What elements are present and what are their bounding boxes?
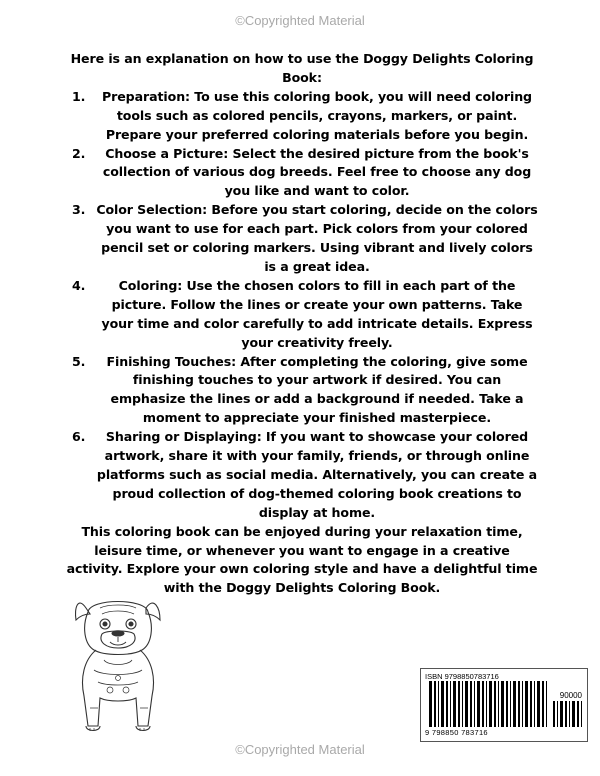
- barcode-bar: [577, 701, 579, 727]
- barcode-bar: [453, 681, 456, 727]
- barcode-bar: [581, 701, 582, 727]
- step-text: Finishing Touches: After completing the coloring, give some finishing touches to your artwork if desired. You can emphasize the lines or add a background if needed. Take a moment to appreciate your finished masterpiece.: [106, 353, 528, 426]
- list-item: [66, 88, 538, 145]
- barcode-bar: [534, 681, 535, 727]
- barcode-bar: [498, 681, 499, 727]
- barcode-bar: [553, 701, 555, 727]
- barcode-bar: [494, 681, 496, 727]
- step-number: 3.: [72, 202, 86, 218]
- barcode-bar: [513, 681, 516, 727]
- dog-illustration: [68, 586, 172, 738]
- list-item: [66, 277, 538, 353]
- barcode-bar: [530, 681, 532, 727]
- barcode-bar: [537, 681, 540, 727]
- barcode-bar: [518, 681, 520, 727]
- list-item: [66, 201, 538, 277]
- barcode-bar: [560, 701, 563, 727]
- barcode-bar: [470, 681, 472, 727]
- closing-paragraph: This coloring book can be enjoyed during your relaxation time, leisure time, or whenever you want to engage in a creative activity. Explore your own coloring style and have a delightful time with the Doggy Delights Coloring Book.: [66, 523, 538, 596]
- list-item: [66, 145, 538, 202]
- isbn-label: ISBN 9798850783716: [425, 672, 499, 681]
- step-number: 2.: [72, 145, 86, 161]
- barcode-digits: 9 798850 783716: [425, 728, 488, 737]
- barcode-bar: [489, 681, 492, 727]
- barcode-bar: [482, 681, 484, 727]
- copyright-watermark-top: ©Copyrighted Material: [235, 13, 365, 28]
- step-number: 1.: [72, 88, 86, 104]
- barcode-bar: [462, 681, 463, 727]
- barcode-bar: [522, 681, 523, 727]
- step-text: Sharing or Displaying: If you want to showcase your colored artwork, share it with your family, friends, or through online platforms such as social media. Alternatively, you can create a proud collection of dog-themed coloring book creations to display at home.: [96, 429, 538, 520]
- step-text: Color Selection: Before you start coloring, decide on the colors you want to use for each part. Pick colors from your colored pencil set or coloring markers. Using vibrant and lively colors is a great idea.: [96, 202, 538, 274]
- list-item: [66, 428, 538, 523]
- barcode-bar: [438, 681, 439, 727]
- step-text: Choose a Picture: Select the desired picture from the book's collection of various dog breeds. Feel free to choose any dog you like and want to color.: [102, 145, 532, 199]
- barcode-bar: [572, 701, 575, 727]
- step-number: 4.: [72, 277, 86, 293]
- intro-paragraph: Here is an explanation on how to use the Doggy Delights Coloring Book:: [70, 51, 534, 85]
- barcode-bar: [525, 681, 528, 727]
- barcode-bar: [565, 701, 567, 727]
- barcode-bar: [434, 681, 436, 727]
- barcode-bar: [506, 681, 508, 727]
- step-text: Coloring: Use the chosen colors to fill in each part of the picture. Follow the lines or create your own patterns. Take your time and color carefully to add intricate details. Express your creativity freely.: [101, 277, 533, 350]
- steps-list: [66, 88, 538, 523]
- step-number: 5.: [72, 353, 86, 369]
- copyright-watermark-bottom: ©Copyrighted Material: [235, 742, 365, 757]
- barcode-bar: [510, 681, 511, 727]
- barcode-bar: [557, 701, 558, 727]
- barcode-bar: [429, 681, 432, 727]
- step-text: Preparation: To use this coloring book, you will need coloring tools such as colored pencils, crayons, markers, or paint. Prepare your preferred coloring materials before you begin.: [102, 88, 532, 142]
- isbn-barcode: [420, 668, 588, 742]
- barcode-bar: [446, 681, 448, 727]
- step-number: 6.: [72, 429, 86, 445]
- barcode-bar: [474, 681, 475, 727]
- price-barcode-bars: [553, 701, 583, 727]
- list-item: [66, 353, 538, 429]
- barcode-bar: [477, 681, 480, 727]
- barcode-bars: [429, 681, 549, 727]
- barcode-bar: [486, 681, 487, 727]
- barcode-bar: [450, 681, 451, 727]
- barcode-bar: [441, 681, 444, 727]
- price-code: 90000: [559, 691, 582, 700]
- barcode-bar: [501, 681, 504, 727]
- barcode-bar: [542, 681, 544, 727]
- instructions-text: [66, 50, 538, 598]
- barcode-bar: [458, 681, 460, 727]
- barcode-bar: [569, 701, 570, 727]
- barcode-bar: [546, 681, 547, 727]
- barcode-bar: [465, 681, 468, 727]
